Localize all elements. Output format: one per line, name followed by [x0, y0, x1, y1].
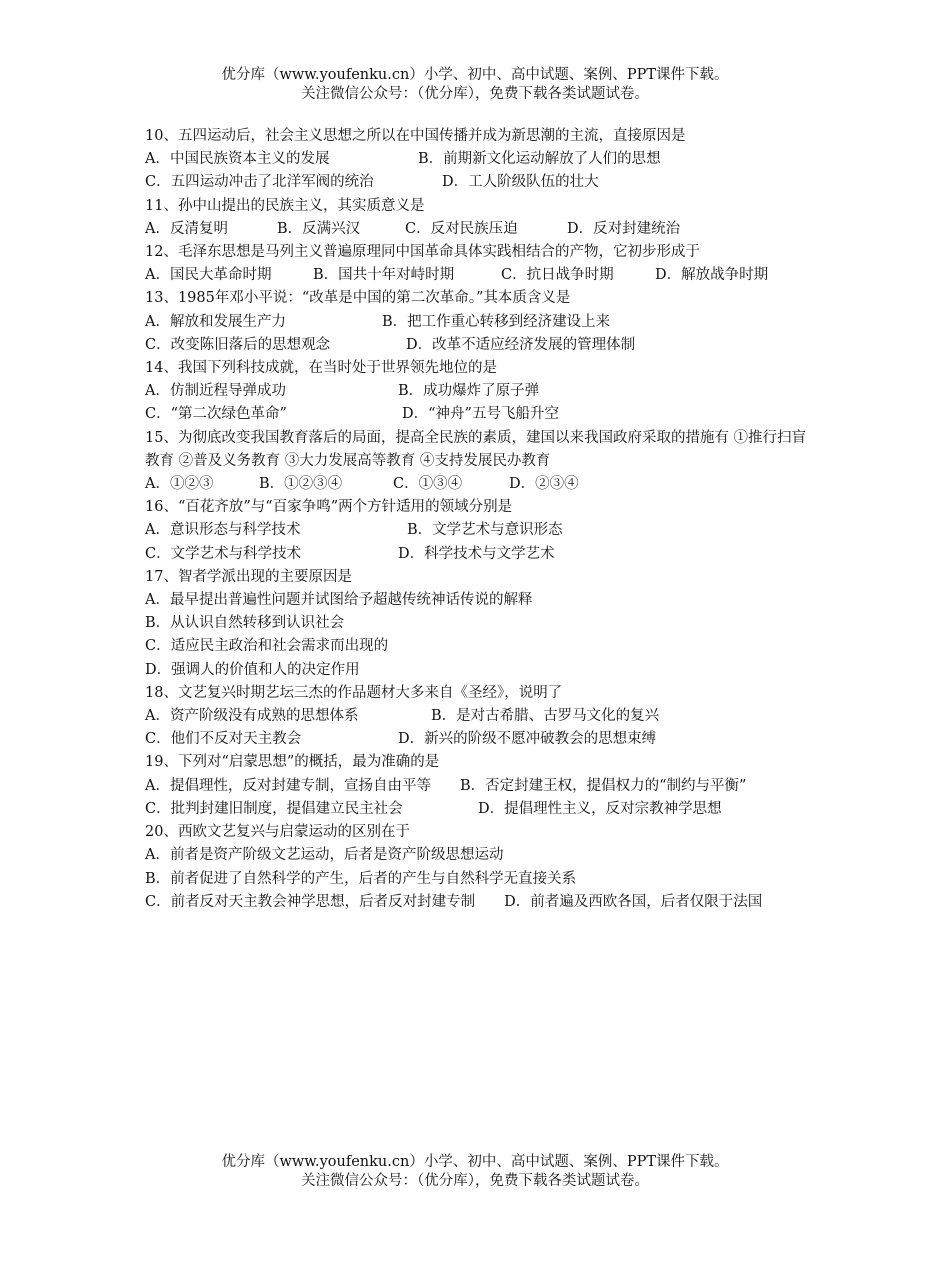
option-d: D．反对封建统治: [567, 220, 681, 237]
question-17-option-a: A．最早提出普遍性问题并试图给予超越传统神话传说的解释: [145, 592, 533, 609]
question-12-stem: 12、毛泽东思想是马列主义普遍原理同中国革命具体实践相结合的产物，它初步形成于: [145, 244, 700, 261]
option-c: C．反对民族压迫: [405, 220, 518, 237]
question-20-option-b: B．前者促进了自然科学的产生，后者的产生与自然科学无直接关系: [145, 870, 577, 887]
question-16-options-cd: [145, 543, 815, 566]
page-footer: [0, 1153, 950, 1191]
question-20-options-cd: C．前者反对天主教会神学思想，后者反对封建专制 D．前者遍及西欧各国，后者仅限于法国: [145, 893, 763, 910]
option-d: D．科学技术与文学艺术: [398, 545, 555, 562]
option-c: C．批判封建旧制度，提倡建立民主社会: [145, 800, 403, 817]
option-b: B．成功爆炸了原子弹: [398, 383, 540, 400]
question-19-stem: 19、下列对“启蒙思想”的概括，最为准确的是: [145, 754, 440, 771]
option-b: B．把工作重心转移到经济建设上来: [382, 313, 611, 330]
option-a: A．反清复明: [145, 220, 228, 237]
option-b: B．前期新文化运动解放了人们的思想: [418, 151, 661, 168]
question-12-options: [145, 264, 815, 287]
option-c: C．文学艺术与科学技术: [145, 545, 302, 562]
question-19-options-cd: [145, 798, 815, 821]
question-20-option-a: A．前者是资产阶级文艺运动，后者是资产阶级思想运动: [145, 847, 504, 864]
option-d: D．提倡理性主义，反对宗教神学思想: [478, 800, 722, 817]
option-d: D．改革不适应经济发展的管理体制: [406, 336, 636, 353]
header-line-1: 优分库（www.youfenku.cn）小学、初中、高中试题、案例、PPT课件下载。: [221, 67, 729, 83]
question-list: [145, 125, 815, 914]
question-13-stem: 13、1985年邓小平说：“改革是中国的第二次革命。”其本质含义是: [145, 290, 571, 307]
option-c: C．改变陈旧落后的思想观念: [145, 336, 331, 353]
option-d: D．工人阶级队伍的壮大: [442, 174, 599, 191]
page-header: [0, 66, 950, 104]
question-13-options-cd: [145, 334, 815, 357]
header-line-2: 关注微信公众号：（优分库），免费下载各类试题试卷。: [301, 86, 649, 102]
option-d: D．②③④: [509, 476, 579, 493]
question-10-stem: 10、五四运动后，社会主义思想之所以在中国传播并成为新思潮的主流，直接原因是: [145, 128, 686, 144]
option-d: D．解放战争时期: [655, 267, 769, 284]
question-14-options-cd: [145, 403, 815, 426]
question-16-options-ab: [145, 519, 815, 542]
option-a: A．仿制近程导弹成功: [145, 383, 286, 400]
question-17-stem: 17、智者学派出现的主要原因是: [145, 568, 352, 585]
question-18-options-cd: [145, 728, 815, 751]
option-d: D．“神舟”五号飞船升空: [402, 406, 559, 423]
question-11-stem: 11、孙中山提出的民族主义，其实质意义是: [145, 197, 425, 214]
footer-line-1: 优分库（www.youfenku.cn）小学、初中、高中试题、案例、PPT课件下载。: [221, 1154, 729, 1170]
question-17-option-d: D．强调人的价值和人的决定作用: [145, 661, 360, 678]
question-18-options-ab: [145, 705, 815, 728]
question-19-options-ab: A．提倡理性，反对封建专制，宣扬自由平等 B．否定封建王权，提倡权力的“制约与平衡”: [145, 777, 747, 794]
option-a: A．资产阶级没有成熟的思想体系: [145, 708, 359, 725]
question-10-options-cd: [145, 171, 815, 194]
option-b: B．反满兴汉: [277, 220, 361, 237]
option-c: C．“第二次绿色革命”: [145, 406, 287, 423]
option-d: D．新兴的阶级不愿冲破教会的思想束缚: [398, 731, 657, 748]
question-14-stem: 14、我国下列科技成就，在当时处于世界领先地位的是: [145, 360, 497, 377]
question-11-options: [145, 218, 815, 241]
option-a: A．①②③: [145, 476, 214, 493]
option-c: C．①③④: [393, 476, 463, 493]
option-a: A．意识形态与科学技术: [145, 522, 301, 539]
question-20-stem: 20、西欧文艺复兴与启蒙运动的区别在于: [145, 824, 410, 841]
question-17-option-b: B．从认识自然转移到认识社会: [145, 615, 345, 632]
option-a: A．国民大革命时期: [145, 267, 272, 284]
option-c: C．五四运动冲击了北洋军阀的统治: [145, 174, 374, 191]
option-a: A．中国民族资本主义的发展: [145, 151, 330, 168]
option-a: A．解放和发展生产力: [145, 313, 286, 330]
question-15-stem: 15、为彻底改变我国教育落后的局面，提高全民族的素质，建国以来我国政府采取的措施有 ①推行扫盲教育 ②普及义务教育 ③大力发展高等教育 ④支持发展民办教育: [145, 429, 807, 469]
option-b: B．文学艺术与意识形态: [407, 522, 563, 539]
question-14-options-ab: [145, 380, 815, 403]
option-c: C．他们不反对天主教会: [145, 731, 302, 748]
footer-line-2: 关注微信公众号：（优分库），免费下载各类试题试卷。: [301, 1173, 649, 1189]
question-13-options-ab: [145, 311, 815, 334]
option-b: B．国共十年对峙时期: [313, 267, 455, 284]
option-c: C．抗日战争时期: [501, 267, 614, 284]
question-18-stem: 18、文艺复兴时期艺坛三杰的作品题材大多来自《圣经》，说明了: [145, 684, 563, 701]
question-16-stem: 16、“百花齐放”与“百家争鸣”两个方针适用的领域分别是: [145, 499, 513, 516]
question-10-options-ab: [145, 148, 815, 171]
option-b: B．①②③④: [259, 476, 343, 493]
option-b: B．是对古希腊、古罗马文化的复兴: [431, 708, 660, 725]
question-15-options: [145, 473, 815, 496]
question-17-option-c: C．适应民主政治和社会需求而出现的: [145, 638, 389, 655]
